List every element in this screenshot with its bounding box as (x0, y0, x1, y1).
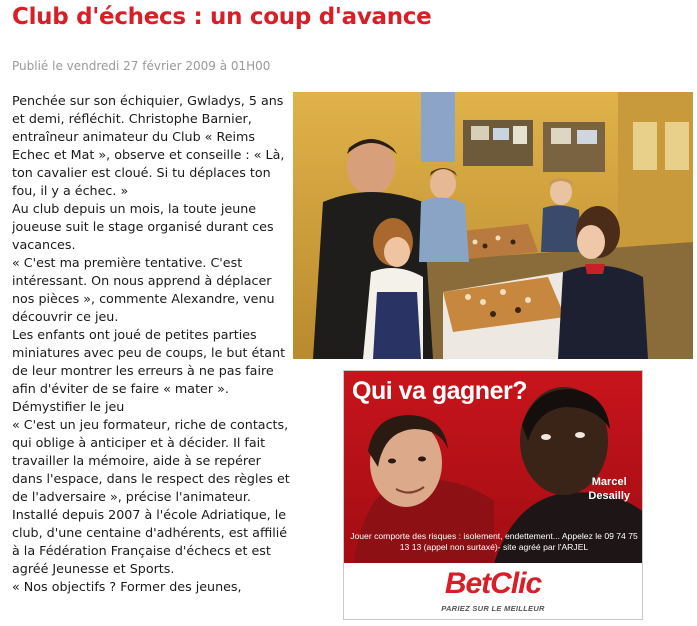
article-title: Club d'échecs : un coup d'avance (12, 4, 432, 30)
publish-date: Publié le vendredi 27 février 2009 à 01H00 (12, 59, 271, 73)
article-paragraph: Installé depuis 2007 à l'école Adriatique, le club, d'une centaine d'adhérents, est affilié à la Fédération Française d'échecs et est agréé Jeunesse et Sports. (12, 507, 288, 576)
ad-disclaimer: Jouer comporte des risques : isolement, endettement... Appelez le 09 74 75 13 13 (appel non surtaxé)- site agréé par l'ARJEL (350, 531, 638, 552)
ad-headline: Qui va gagner? (352, 377, 527, 405)
ad-person-name: Marcel Desailly (588, 476, 630, 502)
article-paragraph: Les enfants ont joué de petites parties miniatures avec peu de coups, le but étant de leur montrer les erreurs à ne pas faire afin d'éviter de se faire « mater ». (12, 327, 286, 396)
article-body (12, 92, 290, 596)
logo-part-clic: Clic (490, 567, 542, 600)
article-paragraph: Au club depuis un mois, la toute jeune joueuse suit le stage organisé durant ces vacances. (12, 201, 274, 252)
betclic-ad[interactable] (343, 370, 643, 620)
ad-tagline: PARIEZ SUR LE MEILLEUR (441, 604, 545, 613)
ad-banner (344, 371, 642, 563)
article-paragraph: « C'est un jeu formateur, riche de contacts, qui oblige à anticiper et à décider. Il fait travailler la mémoire, aide à se repérer dans l'espace, dans le respect des règles et de l'adversaire », précise l'animateur. (12, 417, 290, 504)
article-paragraph: « C'est ma première tentative. C'est intéressant. On nous apprend à déplacer nos pièces », commente Alexandre, venu découvrir ce jeu. (12, 255, 275, 324)
logo-part-bet: Bet (444, 567, 491, 600)
article-subheading: Démystifier le jeu (12, 399, 125, 414)
betclic-logo[interactable] (344, 567, 642, 601)
article-paragraph: Penchée sur son échiquier, Gwladys, 5 ans et demi, réfléchit. Christophe Barnier, entraîneur animateur du Club « Reims Echec et Mat », observe et conseille : « Là, ton cavalier est cloué. Si tu déplaces ton fou, il y a échec. » (12, 93, 285, 198)
ad-footer (344, 563, 642, 619)
article-paragraph: « Nos objectifs ? Former des jeunes, (12, 579, 242, 594)
article-photo (293, 92, 693, 359)
